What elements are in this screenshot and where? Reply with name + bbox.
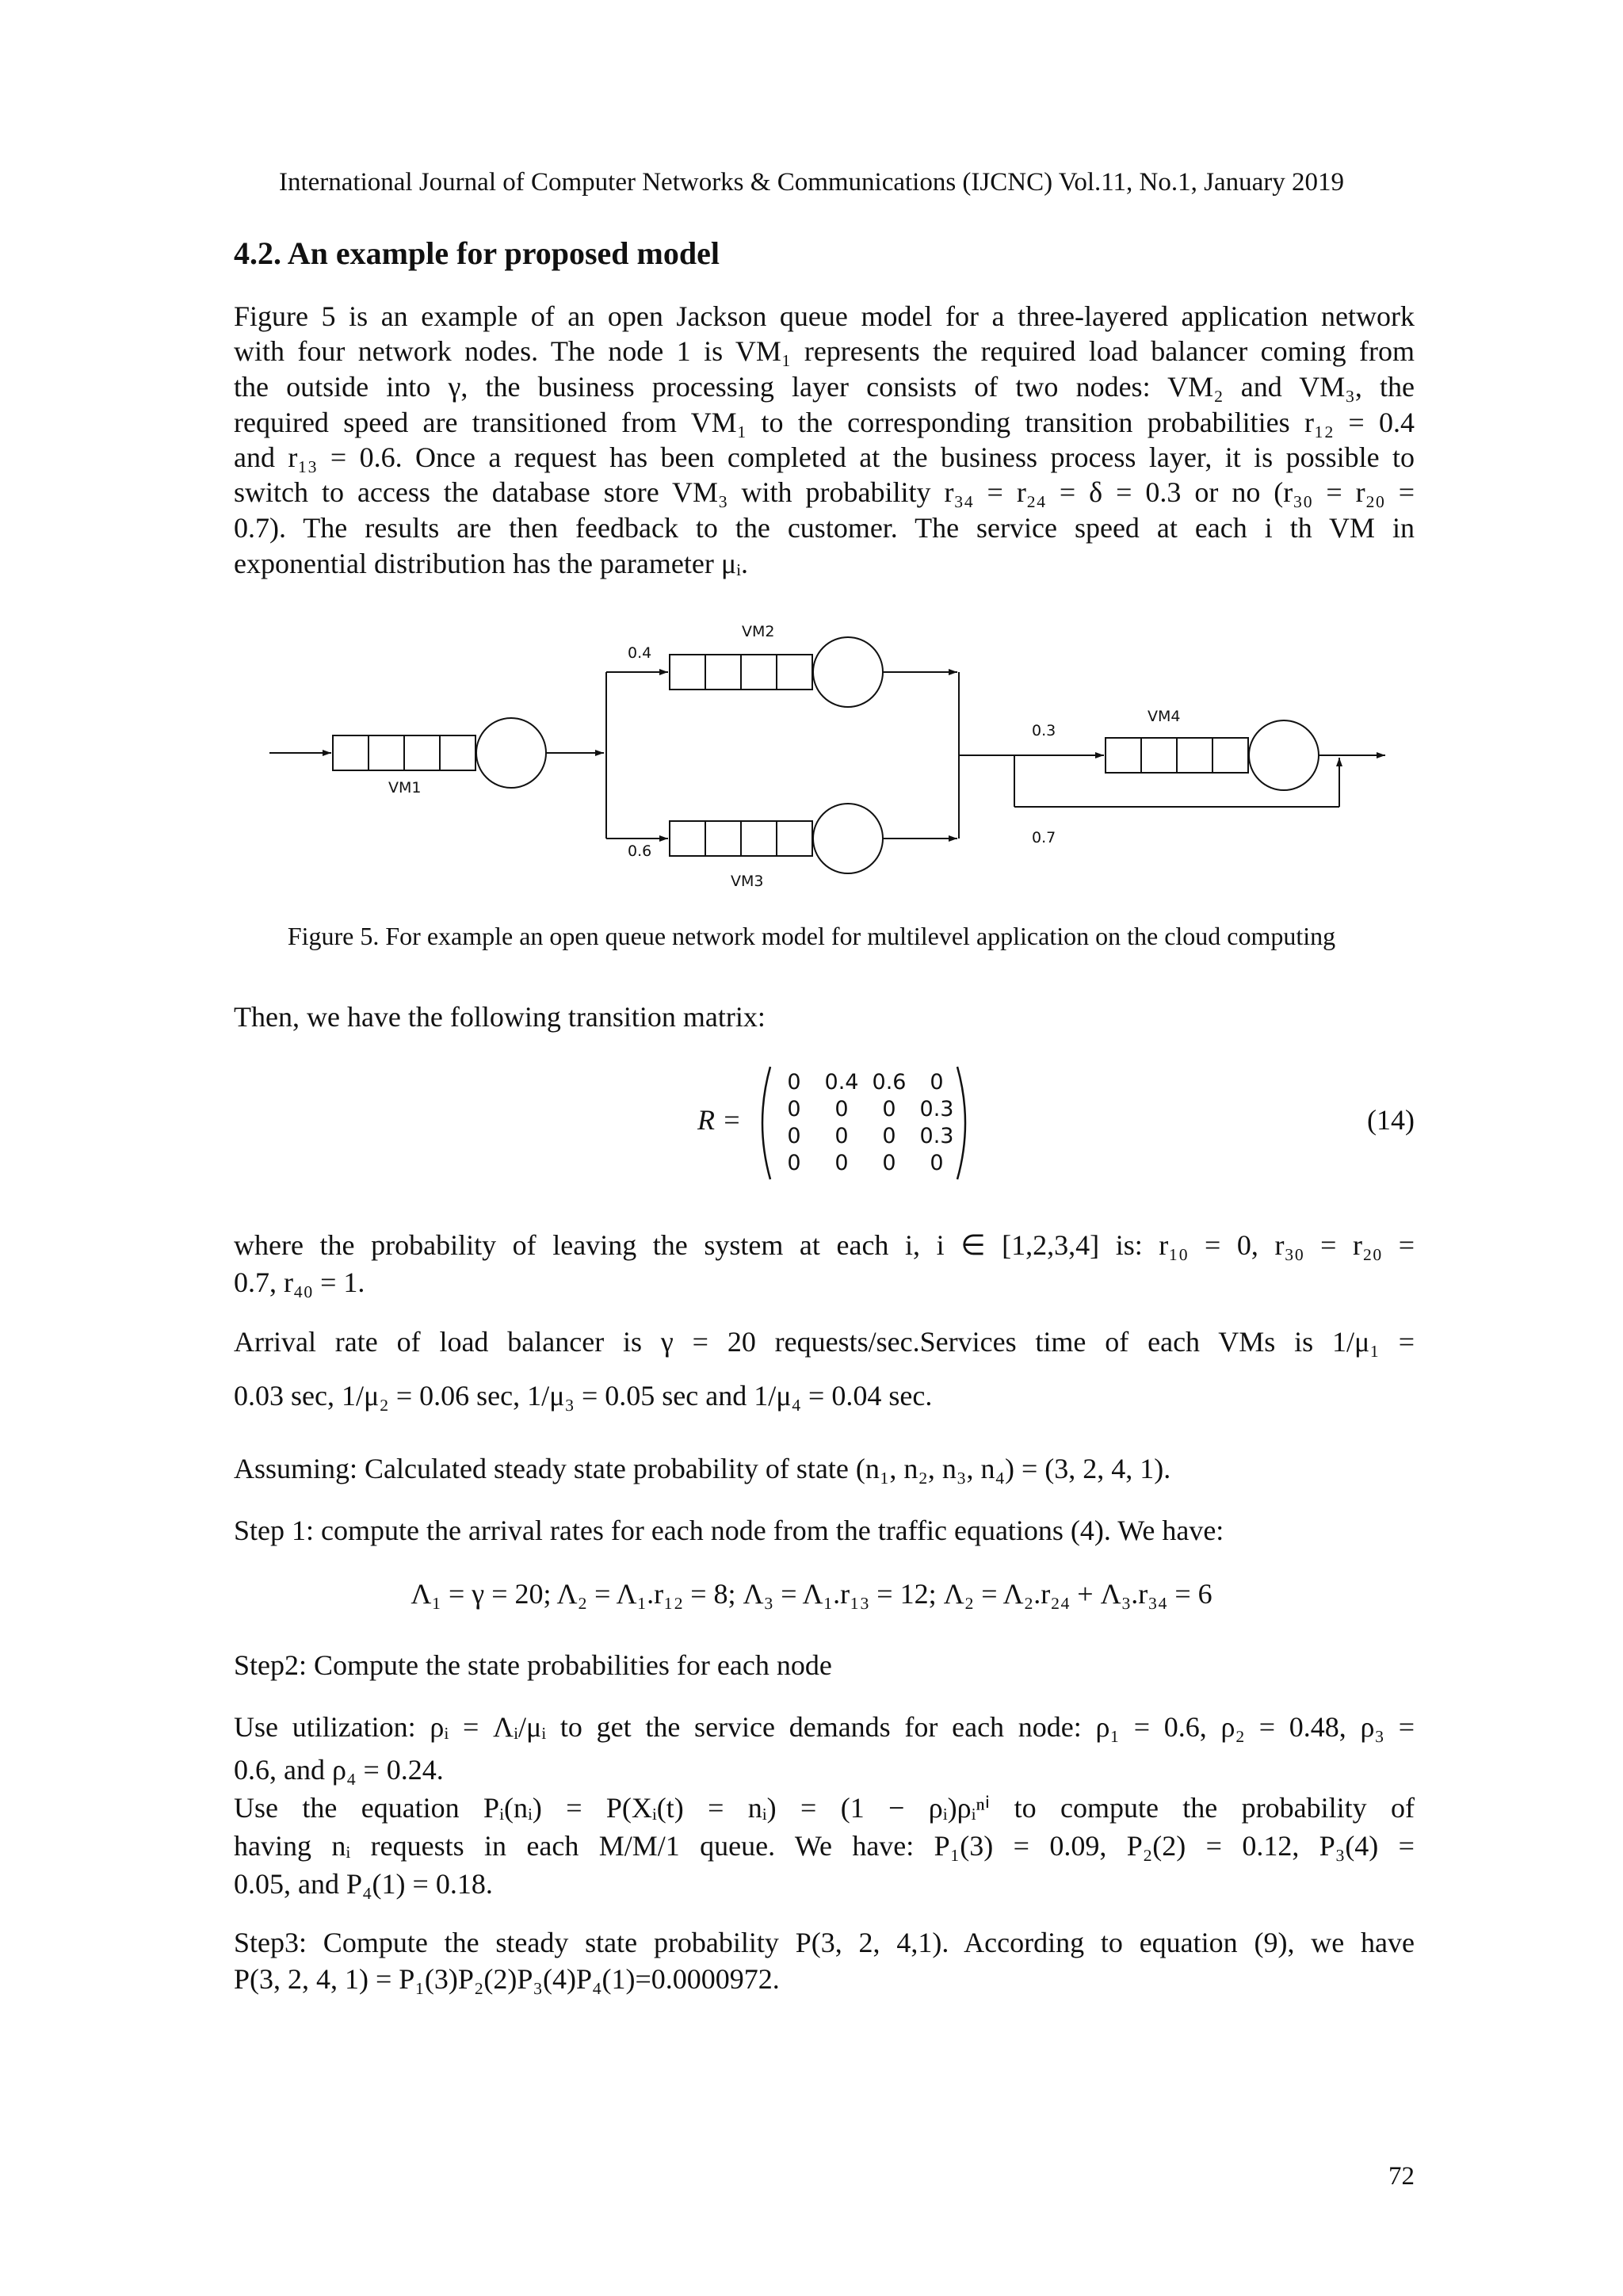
prob-lower-label: 0.6 xyxy=(628,842,652,860)
prob-db-label: 0.3 xyxy=(1032,722,1056,739)
matrix-cell: 0 xyxy=(834,1124,849,1148)
paragraph-line: required speed are transitioned from VM₁ to the corresponding transition probabilities r₁₂ = 0.4 xyxy=(234,407,1415,438)
vm3-label: VM3 xyxy=(731,873,764,890)
matrix-cell: 0 xyxy=(787,1124,801,1148)
matrix-label: R = xyxy=(697,1104,742,1136)
matrix-cell: 0 xyxy=(834,1097,849,1121)
matrix-cell: 0.3 xyxy=(919,1097,954,1121)
matrix-cell: 0 xyxy=(787,1151,801,1175)
matrix-cell: 0 xyxy=(787,1097,801,1121)
transition-matrix xyxy=(773,1070,963,1181)
arrival-text-line: 0.03 sec, 1/μ₂ = 0.06 sec, 1/μ₃ = 0.05 sec and 1/μ₄ = 0.04 sec. xyxy=(234,1380,933,1412)
matrix-cell: 0 xyxy=(882,1097,896,1121)
equation-number: (14) xyxy=(1367,1104,1415,1136)
paragraph-line: the outside into γ, the business processing layer consists of two nodes: VM₂ and VM₃, the xyxy=(234,371,1415,403)
step2-text-line: 0.6, and ρ₄ = 0.24. xyxy=(234,1754,444,1786)
matrix-cell: 0 xyxy=(834,1151,849,1175)
paragraph-line: with four network nodes. The node 1 is VM₁ represents the required load balancer coming from xyxy=(234,335,1415,367)
step2-title: Step2: Compute the state probabilities for each node xyxy=(234,1649,832,1681)
step2-text-line: having nᵢ requests in each M/M/1 queue. We have: P₁(3) = 0.09, P₂(2) = 0.12, P₃(4) = xyxy=(234,1830,1415,1862)
vm1-server xyxy=(476,718,546,788)
matrix-cell: 0 xyxy=(787,1070,801,1095)
leaving-text-line: where the probability of leaving the system at each i, i ∈ [1,2,3,4] is: r₁₀ = 0, r₃₀ = r₂₀ = xyxy=(234,1229,1415,1261)
matrix-intro: Then, we have the following transition matrix: xyxy=(234,1001,766,1033)
matrix-cell: 0 xyxy=(930,1151,944,1175)
vm4-label: VM4 xyxy=(1148,708,1181,725)
step2-text-line: 0.05, and P₄(1) = 0.18. xyxy=(234,1868,493,1900)
prob-out-label: 0.7 xyxy=(1032,829,1056,846)
section-title: 4.2. An example for proposed model xyxy=(234,235,720,271)
step3-text-line: Step3: Compute the steady state probability P(3, 2, 4,1). According to equation (9), we have xyxy=(234,1927,1415,1958)
page-number: 72 xyxy=(1388,2162,1415,2191)
step3-text-line: P(3, 2, 4, 1) = P₁(3)P₂(2)P₃(4)P₄(1)=0.0000972. xyxy=(234,1963,780,1995)
step1-equation: Λ₁ = γ = 20; Λ₂ = Λ₁.r₁₂ = 8; Λ₃ = Λ₁.r₁₃ = 12; Λ₂ = Λ₂.r₂₄ + Λ₃.r₃₄ = 6 xyxy=(411,1578,1212,1610)
paragraph-line: 0.7). The results are then feedback to the customer. The service speed at each i th VM in xyxy=(234,512,1415,544)
paragraph-line: switch to access the database store VM₃ with probability r₃₄ = r₂₄ = δ = 0.3 or no (r₃₀ = r₂₀ = xyxy=(234,476,1415,508)
paragraph-line: and r₁₃ = 0.6. Once a request has been completed at the business process layer, it is possible to xyxy=(234,441,1415,473)
paragraph-line: Figure 5 is an example of an open Jackson queue model for a three-layered application network xyxy=(234,300,1415,332)
step2-text-line: Use utilization: ρᵢ = Λᵢ/μᵢ to get the service demands for each node: ρ₁ = 0.6, ρ₂ = 0.48, ρ₃ = xyxy=(234,1711,1415,1743)
paragraph-line: exponential distribution has the parameter μᵢ. xyxy=(234,548,749,579)
vm2-server xyxy=(813,637,883,707)
journal-header: International Journal of Computer Networks & Communications (IJCNC) Vol.11, No.1, January 2019 xyxy=(279,168,1344,197)
step1-text: Step 1: compute the arrival rates for each node from the traffic equations (4). We have: xyxy=(234,1515,1224,1546)
queue-network-figure xyxy=(262,610,1419,904)
vm3-server xyxy=(813,804,883,873)
assuming-text: Assuming: Calculated steady state probability of state (n₁, n₂, n₃, n₄) = (3, 2, 4, 1). xyxy=(234,1453,1171,1484)
figure-caption: Figure 5. For example an open queue network model for multilevel application on the cloud computing xyxy=(287,922,1336,950)
vm4-server xyxy=(1249,720,1319,790)
leaving-text-line: 0.7, r₄₀ = 1. xyxy=(234,1266,365,1298)
matrix-cell: 0.4 xyxy=(824,1070,859,1095)
vm1-label: VM1 xyxy=(388,779,422,797)
matrix-cell: 0.6 xyxy=(872,1070,907,1095)
matrix-cell: 0 xyxy=(882,1124,896,1148)
matrix-cell: 0 xyxy=(882,1151,896,1175)
step2-text-line: Use the equation Pᵢ(nᵢ) = P(Xᵢ(t) = nᵢ) = (1 − ρᵢ)ρᵢⁿⁱ to compute the probability of xyxy=(234,1792,1415,1824)
vm2-label: VM2 xyxy=(742,623,775,640)
arrival-text-line: Arrival rate of load balancer is γ = 20 requests/sec.Services time of each VMs is 1/μ₁ = xyxy=(234,1326,1415,1358)
prob-upper-label: 0.4 xyxy=(628,644,652,662)
matrix-cell: 0.3 xyxy=(919,1124,954,1148)
matrix-cell: 0 xyxy=(930,1070,944,1095)
